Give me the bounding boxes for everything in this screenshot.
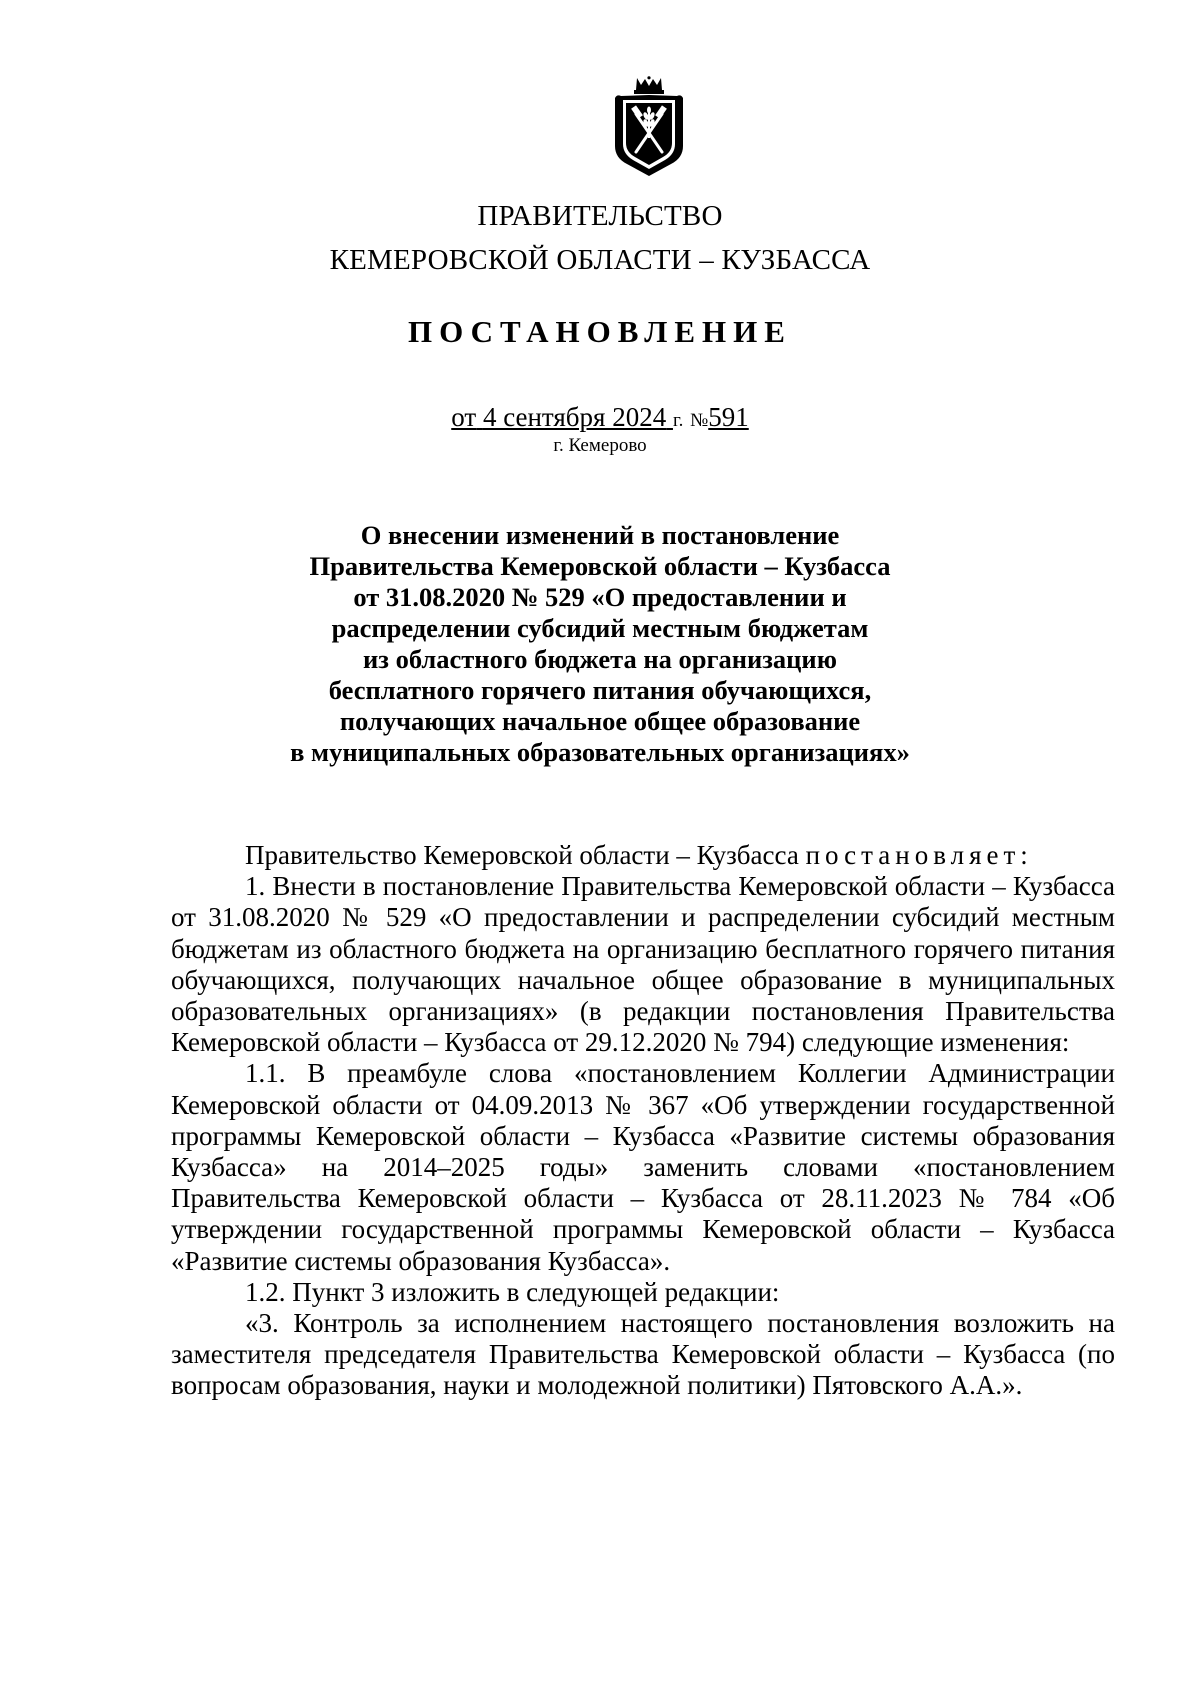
title-line: Правительства Кемеровской области – Кузбасса <box>309 551 891 581</box>
document-title <box>250 520 950 768</box>
document-body <box>171 840 1115 1402</box>
document-type-heading: ПОСТАНОВЛЕНИЕ <box>408 314 792 349</box>
title-line: в муниципальных образовательных организациях» <box>290 737 910 767</box>
date-field <box>451 402 673 432</box>
number-sign: № <box>690 410 709 431</box>
kemerovo-coat-of-arms-icon <box>609 76 689 179</box>
title-line: получающих начальное общее образование <box>339 706 861 736</box>
document-date: 4 сентября 2024 <box>482 402 667 432</box>
title-line: распределении субсидий местным бюджетам <box>331 613 869 643</box>
title-line: О внесении изменений в постановление <box>360 520 840 550</box>
paragraph-3-quote: «3. Контроль за исполнением настоящего постановления возложить на заместителя председателя Правительства Кемеровской области – Кузбасса (по вопросам образования, науки и молодежной политики) Пятовского А.А.». <box>171 1308 1115 1401</box>
government-name-line-2: КЕМЕРОВСКОЙ ОБЛАСТИ – КУЗБАССА <box>329 244 871 276</box>
title-line: бесплатного горячего питания обучающихся, <box>328 675 872 705</box>
intro-lead: Правительство Кемеровской области – Кузбасса <box>245 840 799 870</box>
intro-verb: постановляет: <box>805 840 1033 870</box>
date-prefix: от <box>451 402 477 432</box>
document-number: 591 <box>708 402 749 432</box>
government-name-line-1: ПРАВИТЕЛЬСТВО <box>477 200 723 232</box>
paragraph-1-1: 1.1. В преамбуле слова «постановлением Коллегии Администрации Кемеровской области от 04.09.2013 № 367 «Об утверждении государственной программы Кемеровской области – Кузбасса «Развитие системы образования Кузбасса» на 2014–2025 годы» заменить словами «постановлением Правительства Кемеровской области – Кузбасса от 28.11.2023 № 784 «Об утверждении государственной программы Кемеровской области – Кузбасса «Развитие системы образования Кузбасса». <box>171 1058 1115 1276</box>
city-line: г. Кемерово <box>553 435 647 456</box>
year-suffix: г. <box>672 410 684 431</box>
intro-paragraph <box>171 840 1115 871</box>
paragraph-1-2: 1.2. Пункт 3 изложить в следующей редакции: <box>245 1276 780 1307</box>
paragraph-1: 1. Внести в постановление Правительства Кемеровской области – Кузбасса от 31.08.2020 № 529 «О предоставлении и распределении субсидий местным бюджетам из областного бюджета на организацию бесплатного горячего питания обучающихся, получающих начальное общее образование в муниципальных образовательных организациях» (в редакции постановления Правительства Кемеровской области – Кузбасса от 29.12.2020 № 794) следующие изменения: <box>171 871 1115 1058</box>
title-line: от 31.08.2020 № 529 «О предоставлении и <box>353 582 847 612</box>
title-line: из областного бюджета на организацию <box>363 644 837 674</box>
date-number-line <box>0 402 1200 433</box>
